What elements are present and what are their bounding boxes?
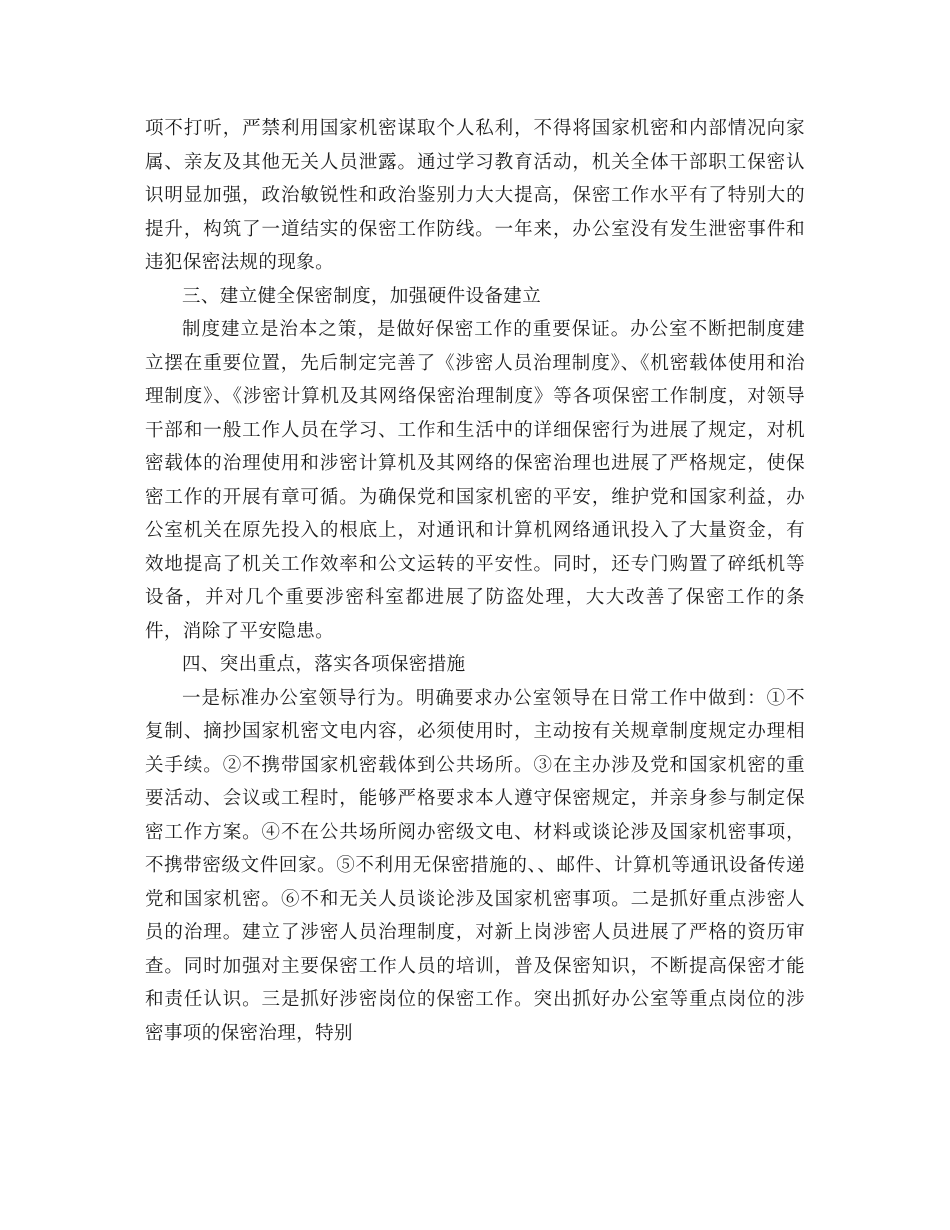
section-heading-four: 四、突出重点，落实各项保密措施 [182,654,466,675]
document-body [145,112,805,1050]
paragraph-system-construction: 制度建立是治本之策，是做好保密工作的重要保证。办公室不断把制度建立摆在重要位置，先后制定完善了《涉密人员治理制度》、《机密载体使用和治理制度》、《涉密计算机及其网络保密治理制度》等各项保密工作制度，对领导干部和一般工作人员在学习、工作和生活中的详细保密行为进展了规定，对机密载体的治理使用和涉密计算机及其网络的保密治理也进展了严格规定，使保密工作的开展有章可循。为确保党和国家机密的平安，维护党和国家利益，办公室机关在原先投入的根底上，对通讯和计算机网络通讯投入了大量资金，有效地提高了机关工作效率和公文运转的平安性。同时，还专门购置了碎纸机等设备，并对几个重要涉密科室都进展了防盗处理，大大改善了保密工作的条件，消除了平安隐患。 [145,319,805,642]
paragraph-key-measures: 一是标准办公室领导行为。明确要求办公室领导在日常工作中做到：①不复制、摘抄国家机密文电内容，必须使用时，主动按有关规章制度规定办理相关手续。②不携带国家机密载体到公共场所。③在主办涉及党和国家机密的重要活动、会议或工程时，能够严格要求本人遵守保密规定，并亲身参与制定保密工作方案。④不在公共场所阅办密级文电、材料或谈论涉及国家机密事项，不携带密级文件回家。⑤不利用无保密措施的、、邮件、计算机等通讯设备传递党和国家机密。⑥不和无关人员谈论涉及国家机密事项。二是抓好重点涉密人员的治理。建立了涉密人员治理制度，对新上岗涉密人员进展了严格的资历审查。同时加强对主要保密工作人员的培训，普及保密知识，不断提高保密才能和责任认识。三是抓好涉密岗位的保密工作。突出抓好办公室等重点岗位的涉密事项的保密治理，特别 [145,687,805,1044]
paragraph-confidentiality-education-result: 项不打听，严禁利用国家机密谋取个人私利，不得将国家机密和内部情况向家属、亲友及其他无关人员泄露。通过学习教育活动，机关全体干部职工保密认识明显加强，政治敏锐性和政治鉴别力大大提高，保密工作水平有了特别大的提升，构筑了一道结实的保密工作防线。一年来，办公室没有发生泄密事件和违犯保密法规的现象。 [145,118,805,273]
section-heading-three: 三、建立健全保密制度，加强硬件设备建立 [182,285,542,307]
